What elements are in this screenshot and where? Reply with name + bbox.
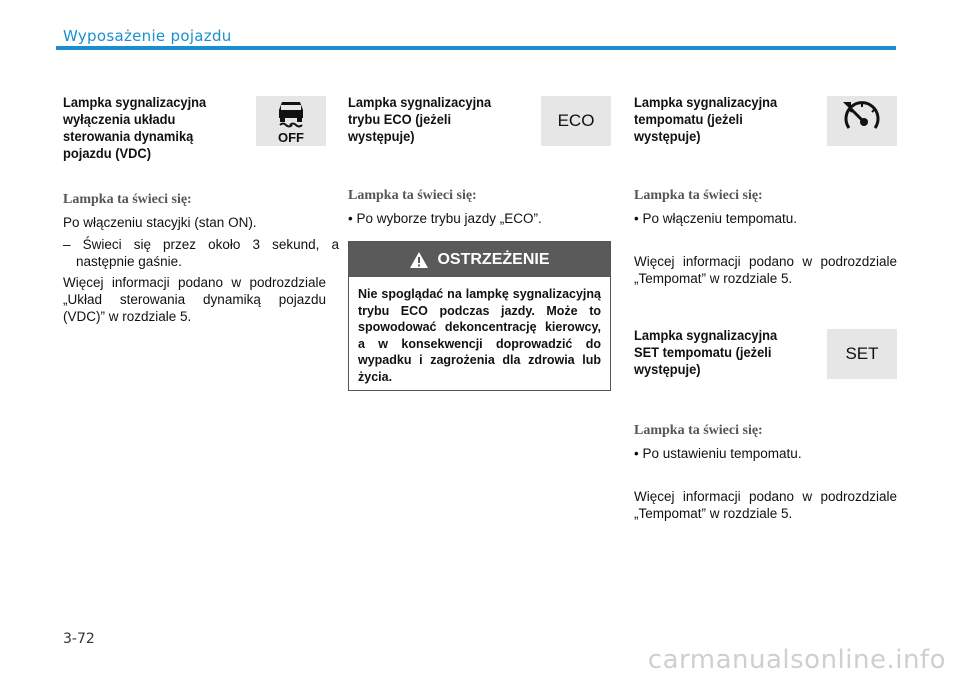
vdc-off-icon xyxy=(266,98,316,144)
eco-section xyxy=(348,94,611,394)
vdc-off-label: OFF xyxy=(278,130,304,144)
set-section xyxy=(634,327,897,527)
cruise-bullet1: • Po włączeniu tempomatu. xyxy=(634,211,798,226)
vdc-off-indicator xyxy=(256,96,326,146)
warning-header xyxy=(349,242,610,277)
set-subheading: Lampka ta świeci się: xyxy=(634,423,763,438)
cruise-section xyxy=(634,94,897,294)
cruise-info: Więcej informacji podano w podrozdziale „Tempomat” w rozdziale 5. xyxy=(634,254,897,286)
eco-icon-label: ECO xyxy=(557,111,595,130)
cruise-heading: Lampka sygnalizacyjna tempomatu (jeżeli występuje) xyxy=(634,94,778,144)
section-title: Wyposażenie pojazdu xyxy=(63,27,232,45)
vdc-line1: Po włączeniu stacyjki (stan ON). xyxy=(63,215,257,230)
set-indicator xyxy=(827,329,897,379)
vdc-subheading: Lampka ta świeci się: xyxy=(63,192,192,207)
vdc-section xyxy=(63,94,339,334)
vdc-heading: Lampka sygnalizacyjna wyłączenia układu sterowania dynamiką pojazdu (VDC) xyxy=(63,94,207,161)
warning-box xyxy=(348,241,611,391)
header-divider xyxy=(56,46,896,50)
vdc-info: Więcej informacji podano w podrozdziale „Układ sterowania dynamiką pojazdu (VDC)” w rozdziale 5. xyxy=(63,275,326,324)
cruise-control-icon xyxy=(837,98,887,144)
page-number: 3-72 xyxy=(63,631,95,647)
warning-text: Nie spoglądać na lampkę sygnalizacyjną trybu ECO podczas jazdy. Może to spowodować dekoncentrację kierowcy, a w konsekwencji doprowadzić do wypadku i zagrożenia dla zdrowia lub życia. xyxy=(358,287,601,384)
warning-triangle-icon xyxy=(409,251,429,269)
vdc-dash1: – Świeci się przez około 3 sekund, a następnie gaśnie. xyxy=(63,237,339,269)
eco-subheading: Lampka ta świeci się: xyxy=(348,188,477,203)
set-info: Więcej informacji podano w podrozdziale „Tempomat” w rozdziale 5. xyxy=(634,489,897,521)
set-bullet1: • Po ustawieniu tempomatu. xyxy=(634,446,802,461)
cruise-subheading: Lampka ta świeci się: xyxy=(634,188,763,203)
cruise-indicator xyxy=(827,96,897,146)
eco-heading: Lampka sygnalizacyjna trybu ECO (jeżeli występuje) xyxy=(348,94,492,144)
eco-bullet1: • Po wyborze trybu jazdy „ECO”. xyxy=(348,211,542,226)
warning-title: OSTRZEŻENIE xyxy=(437,250,550,268)
set-heading: Lampka sygnalizacyjna SET tempomatu (jeżeli występuje) xyxy=(634,327,778,377)
watermark: carmanualsonline.info xyxy=(647,645,946,675)
eco-indicator xyxy=(541,96,611,146)
set-icon-label: SET xyxy=(845,344,879,363)
